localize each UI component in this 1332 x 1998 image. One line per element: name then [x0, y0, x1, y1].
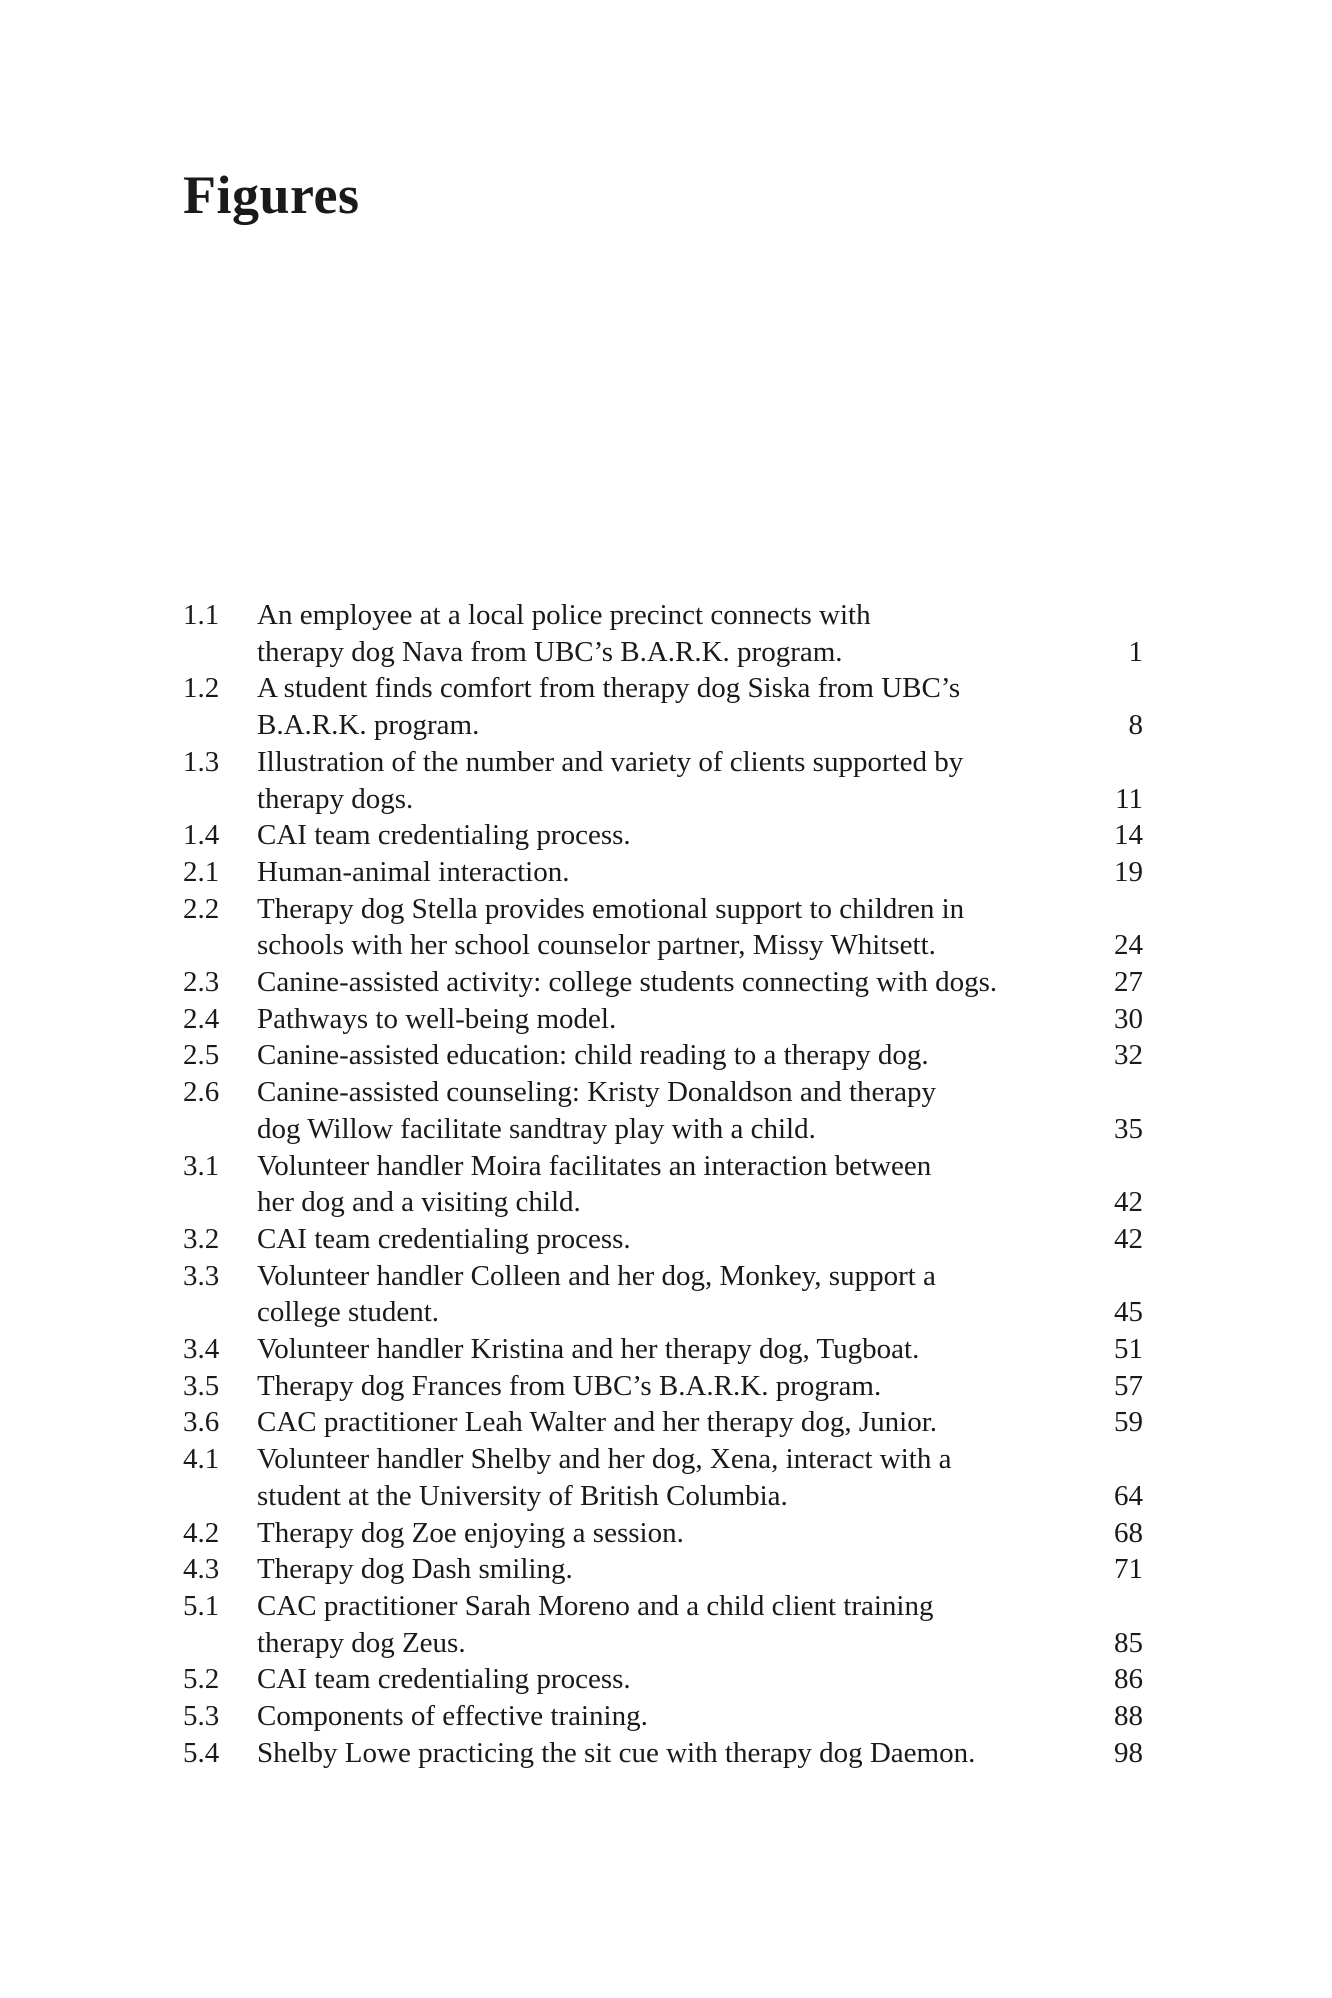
figure-caption-line: dog Willow facilitate sandtray play with a child.	[257, 1112, 816, 1145]
figure-caption	[257, 1441, 1057, 1514]
figure-caption-line: college student.	[257, 1296, 440, 1329]
figure-page-number: 85	[1114, 1626, 1143, 1659]
figure-caption	[257, 1074, 1057, 1147]
figure-number: 1.1	[183, 599, 220, 631]
figure-entry	[183, 1074, 1143, 1147]
figure-page-number: 71	[1114, 1553, 1143, 1586]
figure-entry	[183, 670, 1143, 743]
figure-entry	[183, 1148, 1143, 1221]
figure-caption-line: CAI team credentialing process.	[257, 1663, 631, 1696]
figure-page-number: 24	[1114, 929, 1143, 962]
figure-caption-line: her dog and a visiting child.	[257, 1186, 581, 1219]
figure-page-number: 88	[1114, 1700, 1143, 1733]
figure-number: 2.6	[183, 1076, 220, 1109]
figure-page-number: 57	[1114, 1369, 1143, 1402]
figure-page-number: 68	[1114, 1516, 1143, 1549]
figure-caption-line: A student finds comfort from therapy dog Siska from UBC’s	[257, 672, 961, 705]
figure-entry	[183, 597, 1143, 670]
figure-page-number: 14	[1114, 819, 1143, 852]
figure-caption-line: Human-animal interaction.	[257, 855, 570, 888]
figure-caption-line: Canine-assisted education: child reading to a therapy dog.	[257, 1039, 929, 1072]
figure-number: 2.2	[183, 892, 220, 925]
figure-number: 5.4	[183, 1736, 220, 1769]
figure-caption	[257, 1331, 1057, 1368]
figure-caption-line: Shelby Lowe practicing the sit cue with therapy dog Daemon.	[257, 1736, 976, 1769]
figure-caption-line: schools with her school counselor partner, Missy Whitsett.	[257, 929, 936, 962]
figure-entry	[183, 1404, 1143, 1441]
figure-caption	[257, 670, 1057, 743]
figure-caption-line: Therapy dog Dash smiling.	[257, 1553, 573, 1586]
figure-number: 3.1	[183, 1149, 220, 1182]
figure-entry	[183, 1331, 1143, 1368]
figure-number: 3.4	[183, 1333, 220, 1366]
figure-entry	[183, 1368, 1143, 1405]
figure-caption	[257, 1404, 1057, 1441]
figure-page-number: 42	[1114, 1222, 1143, 1255]
figure-number: 1.4	[183, 819, 220, 852]
figure-page-number: 51	[1114, 1333, 1143, 1366]
figure-entry	[183, 1258, 1143, 1331]
figure-number: 5.2	[183, 1663, 220, 1696]
figure-entry	[183, 1551, 1143, 1588]
figure-page-number: 59	[1114, 1406, 1143, 1439]
figure-caption	[257, 817, 1057, 854]
figure-caption	[257, 597, 1057, 670]
figure-caption-line: student at the University of British Columbia.	[257, 1479, 788, 1512]
figure-number: 3.6	[183, 1406, 220, 1439]
figure-page-number: 86	[1114, 1663, 1143, 1696]
figure-number: 2.4	[183, 1002, 220, 1035]
figure-entry	[183, 1515, 1143, 1552]
figure-entry	[183, 1441, 1143, 1514]
figure-page-number: 45	[1114, 1296, 1143, 1329]
figure-caption-line: Volunteer handler Kristina and her therapy dog, Tugboat.	[257, 1333, 920, 1366]
figure-entry	[183, 1588, 1143, 1661]
figure-number: 2.1	[183, 855, 220, 888]
figure-page-number: 27	[1114, 966, 1143, 999]
figure-caption-line: B.A.R.K. program.	[257, 709, 480, 742]
figure-number: 4.1	[183, 1443, 220, 1476]
figure-caption	[257, 744, 1057, 817]
figure-caption-line: Components of effective training.	[257, 1700, 648, 1733]
figure-page-number: 30	[1114, 1002, 1143, 1035]
figure-caption-line: therapy dogs.	[257, 782, 414, 815]
figure-entry	[183, 1037, 1143, 1074]
figure-caption-line: Volunteer handler Colleen and her dog, Monkey, support a	[257, 1259, 936, 1292]
figure-caption	[257, 1037, 1057, 1074]
figure-caption-line: An employee at a local police precinct connects with	[257, 599, 871, 631]
figure-caption-line: Therapy dog Stella provides emotional support to children in	[257, 892, 965, 925]
figure-caption	[257, 1588, 1057, 1661]
figure-page-number: 64	[1114, 1479, 1143, 1512]
figure-caption-line: CAI team credentialing process.	[257, 1222, 631, 1255]
figure-entry	[183, 1698, 1143, 1735]
figure-caption-line: Illustration of the number and variety of clients supported by	[257, 745, 964, 778]
figure-entry	[183, 1735, 1143, 1772]
figure-number: 3.5	[183, 1369, 220, 1402]
figure-entry	[183, 1221, 1143, 1258]
figure-caption	[257, 1001, 1057, 1038]
figure-entry	[183, 1001, 1143, 1038]
figure-number: 2.3	[183, 966, 220, 999]
figure-list	[183, 597, 1143, 1772]
figure-caption	[257, 854, 1057, 891]
figure-page-number: 35	[1114, 1112, 1143, 1145]
figure-page-number: 42	[1114, 1186, 1143, 1219]
figure-caption-line: CAC practitioner Sarah Moreno and a child client training	[257, 1589, 934, 1622]
figure-caption	[257, 891, 1057, 964]
figure-caption	[257, 1551, 1057, 1588]
figure-page-number: 19	[1114, 855, 1143, 888]
figure-entry	[183, 1661, 1143, 1698]
figure-caption	[257, 1735, 1057, 1772]
figure-number: 2.5	[183, 1039, 220, 1072]
figure-number: 5.3	[183, 1700, 220, 1733]
figure-page-number: 32	[1114, 1039, 1143, 1072]
figure-entry	[183, 964, 1143, 1001]
figure-caption-line: Pathways to well-being model.	[257, 1002, 617, 1035]
figure-caption	[257, 964, 1057, 1001]
figure-entry	[183, 891, 1143, 964]
figure-number: 3.2	[183, 1222, 220, 1255]
figure-number: 1.2	[183, 672, 220, 705]
figure-caption-line: CAI team credentialing process.	[257, 819, 631, 852]
figure-page-number: 8	[1128, 709, 1143, 742]
figure-number: 4.3	[183, 1553, 220, 1586]
page-title: Figures	[183, 165, 360, 225]
figure-entry	[183, 817, 1143, 854]
figure-number: 5.1	[183, 1589, 220, 1622]
figure-caption-line: Therapy dog Frances from UBC’s B.A.R.K. program.	[257, 1369, 882, 1402]
figure-caption	[257, 1148, 1057, 1221]
figure-caption-line: Canine-assisted counseling: Kristy Donaldson and therapy	[257, 1076, 936, 1109]
figure-caption	[257, 1661, 1057, 1698]
figure-caption-line: Canine-assisted activity: college students connecting with dogs.	[257, 966, 998, 999]
figure-page-number: 98	[1114, 1736, 1143, 1769]
figure-page-number: 1	[1128, 635, 1143, 668]
figure-entry	[183, 744, 1143, 817]
figure-number: 4.2	[183, 1516, 220, 1549]
figure-caption	[257, 1258, 1057, 1331]
figure-caption-line: CAC practitioner Leah Walter and her therapy dog, Junior.	[257, 1406, 938, 1439]
figure-caption-line: therapy dog Nava from UBC’s B.A.R.K. program.	[257, 635, 843, 668]
figure-caption	[257, 1515, 1057, 1552]
figure-caption	[257, 1698, 1057, 1735]
figure-number: 1.3	[183, 745, 220, 778]
figure-caption	[257, 1368, 1057, 1405]
figure-caption	[257, 1221, 1057, 1258]
figure-caption-line: therapy dog Zeus.	[257, 1626, 466, 1659]
figure-entry	[183, 854, 1143, 891]
figure-caption-line: Volunteer handler Moira facilitates an interaction between	[257, 1149, 932, 1182]
figure-number: 3.3	[183, 1259, 220, 1292]
figure-caption-line: Volunteer handler Shelby and her dog, Xena, interact with a	[257, 1443, 952, 1476]
figure-page-number: 11	[1115, 782, 1143, 815]
figure-caption-line: Therapy dog Zoe enjoying a session.	[257, 1516, 684, 1549]
